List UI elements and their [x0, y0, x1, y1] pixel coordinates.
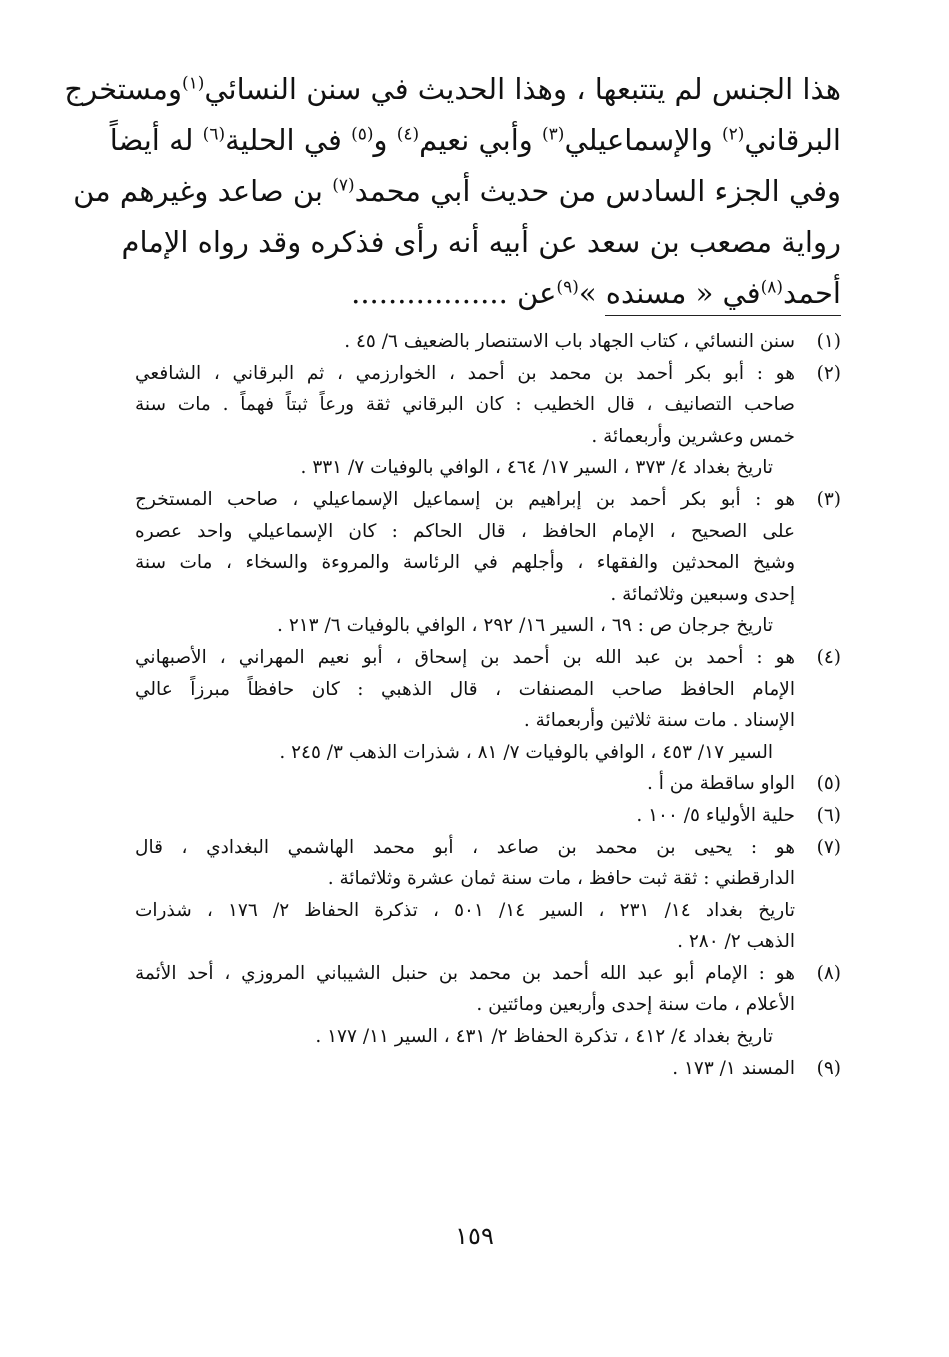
footnote-7 — [135, 832, 841, 958]
footnotes — [135, 326, 841, 1084]
main-line-1: هذا الجنس لم يتتبعها ، وهذا الحديث في سنن النسائي$^{(١)}$ومستخرج — [64, 72, 841, 106]
footnote-5 — [135, 768, 841, 800]
footnote-line: الإسناد . مات سنة ثلاثين وأربعمائة . — [523, 710, 795, 732]
footnote-ref: (٨) — [760, 277, 784, 298]
footnote-line: هو : أحمد بن عبد الله بن أحمد بن إسحاق ، أبو نعيم المهراني ، الأصبهاني — [135, 646, 795, 668]
footnote-line: هو : أبو بكر أحمد بن محمد بن أحمد ، الخوارزمي ، ثم البرقاني ، الشافعي — [135, 362, 795, 384]
footnote-ref: (٧) — [332, 175, 355, 196]
footnote-line: هو : يحيى بن محمد بن صاعد ، أبو محمد الهاشمي البغدادي ، قال — [135, 836, 795, 858]
footnote-ref: (٦) — [202, 124, 226, 145]
footnote-line: هو : أبو بكر أحمد بن إبراهيم بن إسماعيل الإسماعيلي ، صاحب المستخرج — [135, 488, 795, 510]
footnote-number: (٢) — [816, 362, 841, 384]
footnote-3 — [135, 484, 841, 642]
main-line-5: أحمد$^{(٨)}$في « مسنده »$^{(٩)}$عن ................. — [351, 276, 841, 310]
footnote-line: صاحب التصانيف ، قال الخطيب : كان البرقاني ثقة ورعاً ثبتاً فهماً . مات سنة — [135, 394, 795, 416]
footnote-source: السير ١٧/ ٤٥٣ ، الوافي بالوفيات ٧/ ٨١ ، شذرات الذهب ٣/ ٢٤٥ . — [279, 741, 773, 763]
footnote-source: تاريخ بغداد ٤/ ٣٧٣ ، السير ١٧/ ٤٦٤ ، الوافي بالوفيات ٧/ ٣٣١ . — [300, 457, 773, 479]
footnote-ref: (٤) — [396, 124, 420, 145]
footnote-ref: (١) — [181, 73, 205, 94]
footnote-number: (٣) — [816, 488, 841, 510]
main-line-4: رواية مصعب بن سعد عن أبيه أنه رأى فذكره وقد رواه الإمام — [121, 225, 841, 259]
footnote-line: الواو ساقطة من أ . — [646, 773, 795, 795]
footnote-number: (١) — [816, 331, 841, 352]
footnote-number: (٤) — [816, 646, 841, 668]
footnote-8 — [135, 958, 841, 1053]
footnote-line: وشيخ المحدثين والفقهاء ، وأجلهم في الرئاسة والمروءة والسخاء ، مات سنة — [135, 552, 795, 574]
footnote-source: تاريخ جرجان ص : ٦٩ ، السير ١٦/ ٢٩٢ ، الوافي بالوفيات ٦/ ٢١٣ . — [277, 615, 773, 637]
page-number: ١٥٩ — [455, 1222, 494, 1250]
footnote-number: (٥) — [816, 773, 841, 795]
footnote-9 — [135, 1053, 841, 1085]
footnote-source: تاريخ بغداد ٤/ ٤١٢ ، تذكرة الحفاظ ٢/ ٤٣١ ، السير ١١/ ١٧٧ . — [315, 1026, 773, 1048]
footnote-line: حلية الأولياء ٥/ ١٠٠ . — [636, 804, 795, 826]
footnote-6 — [135, 800, 841, 832]
footnote-line: المسند ١/ ١٧٣ . — [672, 1057, 795, 1079]
footnote-number: (٩) — [816, 1057, 841, 1079]
footnote-ref: (٢) — [721, 124, 745, 145]
footnote-ref: (٣) — [542, 124, 565, 145]
footnote-source: تاريخ بغداد ١٤/ ٢٣١ ، السير ١٤/ ٥٠١ ، تذكرة الحفاظ ٢/ ١٧٦ ، شذرات — [135, 899, 796, 921]
footnote-line: إحدى وسبعين وثلاثمائة . — [610, 583, 795, 605]
main-text — [64, 64, 841, 319]
footnote-source: الذهب ٢/ ٢٨٠ . — [677, 931, 795, 953]
footnote-line: خمس وعشرين وأربعمائة . — [591, 425, 795, 447]
footnote-2 — [135, 358, 841, 484]
main-line-2: البرقاني$^{(٢)}$ والإسماعيلي$^{(٣)}$ وأبي نعيم$^{(٤)}$ و$^{(٥)}$ في الحلية$^{(٦)}$ له أيضاً — [109, 123, 841, 157]
footnote-line: هو : الإمام أبو عبد الله أحمد بن محمد بن حنبل الشيباني المروزي ، أحد الأئمة — [135, 962, 795, 984]
footnote-line: الإمام الحافظ صاحب المصنفات ، قال الذهبي : كان حافظاً مبرزاً عالي — [135, 678, 795, 700]
footnote-ref: (٩) — [556, 277, 579, 298]
main-line-3: وفي الجزء السادس من حديث أبي محمد$^{(٧)}$ بن صاعد وغيرهم من — [73, 174, 841, 208]
footnote-line: على الصحيح ، الإمام الحافظ ، قال الحاكم : كان الإسماعيلي واحد عصره — [135, 520, 795, 542]
footnote-line: سنن النسائي ، كتاب الجهاد باب الاستنصار بالضعيف ٦/ ٤٥ . — [344, 331, 795, 352]
footnote-number: (٨) — [816, 962, 841, 984]
footnote-1 — [135, 326, 841, 358]
footnote-line: الأعلام ، مات سنة إحدى وأربعين ومائتين . — [476, 994, 795, 1016]
footnote-line: الدارقطني : ثقة ثبت حافظ ، مات سنة ثمان عشرة وثلاثمائة . — [327, 868, 795, 890]
footnote-number: (٦) — [816, 804, 841, 826]
footnote-4 — [135, 642, 841, 768]
footnote-ref: (٥) — [351, 124, 374, 145]
footnote-number: (٧) — [816, 836, 841, 858]
footnote-separator — [605, 315, 841, 316]
